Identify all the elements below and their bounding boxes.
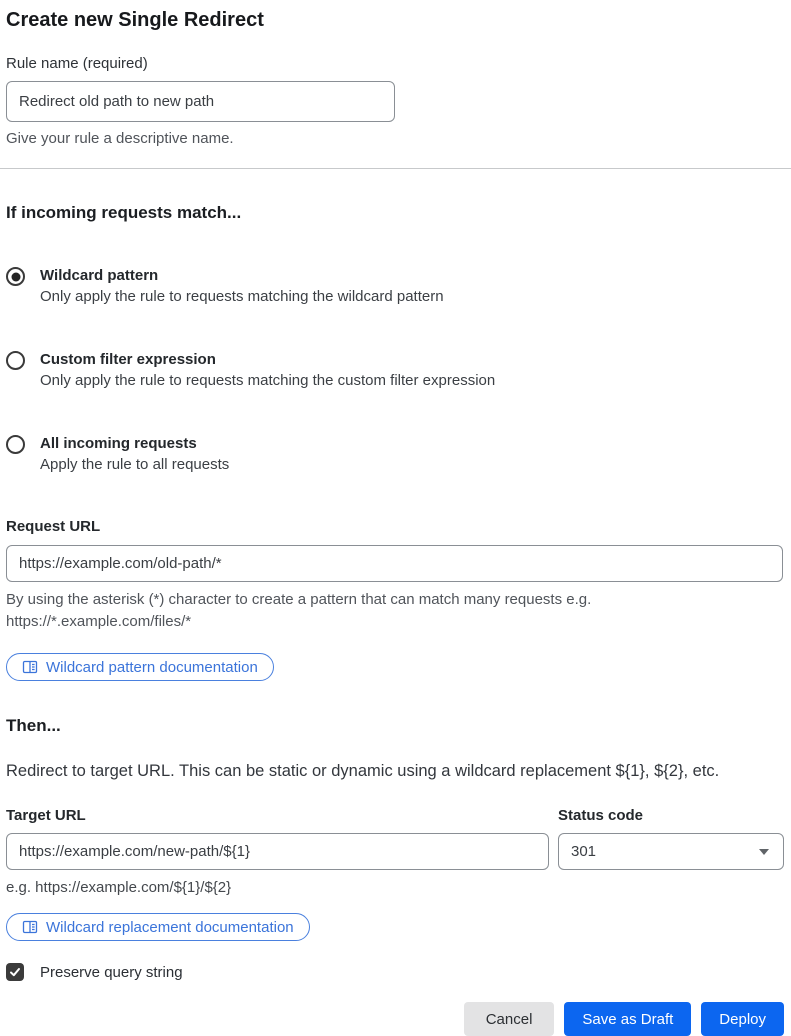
doc-button-label: Wildcard pattern documentation: [46, 658, 258, 676]
radio-description: Only apply the rule to requests matching the custom filter expression: [40, 372, 496, 389]
wildcard-replacement-docs-button[interactable]: [6, 913, 310, 941]
wildcard-pattern-docs-button[interactable]: [6, 653, 274, 681]
request-url-help-line2: https://*.example.com/files/*: [6, 613, 192, 630]
rule-name-label: Rule name (required): [6, 55, 148, 72]
radio-description: Apply the rule to all requests: [40, 456, 230, 473]
radio-label: Custom filter expression: [40, 351, 216, 368]
status-code-value: 301: [571, 843, 597, 860]
target-row: [6, 807, 784, 870]
radio-option-custom-filter[interactable]: [6, 350, 784, 391]
section-divider: [0, 168, 791, 169]
doc-button-label: Wildcard replacement documentation: [46, 918, 294, 936]
radio-button-icon[interactable]: [6, 435, 25, 454]
radio-option-wildcard-pattern[interactable]: [6, 266, 784, 307]
rule-name-input[interactable]: [6, 81, 395, 122]
preserve-query-checkbox-row[interactable]: [6, 963, 784, 981]
deploy-button[interactable]: Deploy: [701, 1002, 784, 1036]
match-section-heading: If incoming requests match...: [6, 203, 242, 222]
radio-label: All incoming requests: [40, 435, 197, 452]
request-url-label: Request URL: [6, 518, 101, 535]
request-url-help: [6, 589, 784, 633]
status-code-select[interactable]: [558, 833, 784, 870]
target-url-input[interactable]: [6, 833, 549, 870]
radio-button-icon[interactable]: [6, 267, 25, 286]
radio-label: Wildcard pattern: [40, 267, 159, 284]
rule-name-help: Give your rule a descriptive name.: [6, 130, 234, 147]
radio-button-icon[interactable]: [6, 351, 25, 370]
request-url-input[interactable]: [6, 545, 783, 582]
target-url-help: e.g. https://example.com/${1}/${2}: [6, 879, 232, 896]
match-type-radio-group: [6, 266, 784, 475]
book-icon: [22, 659, 38, 675]
radio-option-all-requests[interactable]: [6, 434, 784, 475]
checkbox-checked-icon[interactable]: [6, 963, 24, 981]
status-code-label: Status code: [558, 807, 644, 824]
book-icon: [22, 919, 38, 935]
cancel-button[interactable]: Cancel: [464, 1002, 555, 1036]
then-section-heading: Then...: [6, 716, 61, 735]
target-url-label: Target URL: [6, 807, 86, 824]
request-url-help-line1: By using the asterisk (*) character to create a pattern that can match many requests e.g.: [6, 591, 592, 608]
page-title: Create new Single Redirect: [6, 9, 264, 31]
chevron-down-icon: [759, 849, 769, 855]
radio-description: Only apply the rule to requests matching the wildcard pattern: [40, 288, 444, 305]
footer-buttons: [6, 1002, 784, 1036]
preserve-query-label: Preserve query string: [40, 963, 183, 981]
save-as-draft-button[interactable]: Save as Draft: [564, 1002, 691, 1036]
then-section-description: Redirect to target URL. This can be static or dynamic using a wildcard replacement ${1}, ${2}, etc.: [6, 762, 720, 780]
